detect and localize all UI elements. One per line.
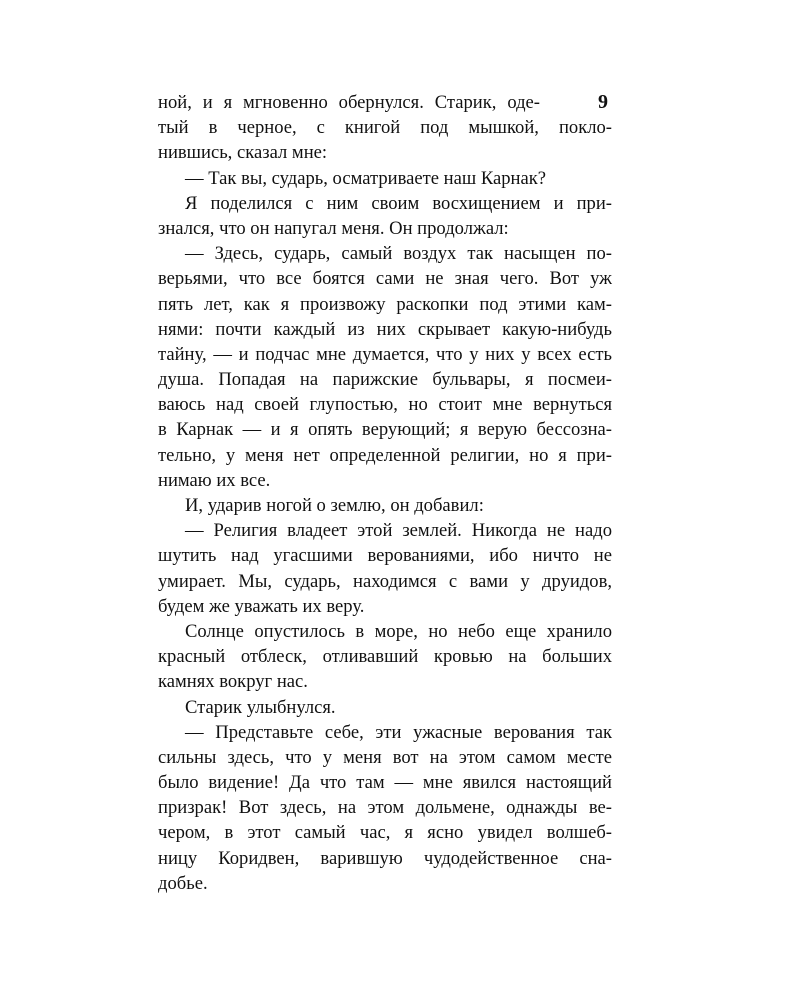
text-line: верьями, что все боятся сами не зная чего. Вот уж (158, 268, 612, 290)
text-line: умирает. Мы, сударь, находимся с вами у друидов, (158, 570, 612, 592)
text-line: сильны здесь, что у меня вот на этом самом месте (158, 746, 612, 768)
text-line: нившись, сказал мне: (158, 142, 328, 164)
text-line: ной, и я мгновенно обернулся. Старик, оде- (158, 92, 540, 113)
text-line: было видение! Да что там — мне явился настоящий (158, 772, 612, 794)
text-line: пять лет, как я произвожу раскопки под этими кам- (158, 293, 612, 315)
text-line: — Представьте себе, эти ужасные верования так (185, 721, 612, 743)
text-line: Я поделился с ним своим восхищением и при- (185, 192, 612, 214)
text-line: камнях вокруг нас. (158, 671, 308, 693)
body-text (158, 90, 612, 896)
page-number: 9 (598, 91, 608, 113)
text-line: — Религия владеет этой землей. Никогда не надо (185, 520, 612, 542)
text-line: душа. Попадая на парижские бульвары, я посмеи- (158, 369, 612, 391)
text-line: ницу Коридвен, варившую чудодейственное сна- (158, 847, 612, 869)
text-line: тайну, — и подчас мне думается, что у них у всех есть (158, 343, 612, 365)
text-line: И, ударив ногой о землю, он добавил: (185, 495, 484, 516)
text-line: знался, что он напугал меня. Он продолжал: (158, 217, 509, 239)
text-line: призрак! Вот здесь, на этом дольмене, однажды ве- (158, 797, 612, 819)
text-line: добье. (158, 872, 208, 894)
text-line: Солнце опустилось в море, но небо еще хранило (185, 620, 612, 642)
text-line: в Карнак — и я опять верующий; я верую бессозна- (158, 419, 612, 441)
text-line: красный отблеск, отливавший кровью на больших (158, 646, 612, 668)
text-line: нимаю их все. (158, 469, 271, 491)
text-line: нями: почти каждый из них скрывает какую-нибудь (158, 318, 612, 340)
text-line: шутить над угасшими верованиями, ибо ничто не (158, 545, 612, 567)
text-line: будем же уважать их веру. (158, 595, 365, 617)
text-line: ваюсь над своей глупостью, но стоит мне вернуться (158, 394, 612, 416)
text-line: Старик улыбнулся. (185, 696, 336, 718)
text-line: — Здесь, сударь, самый воздух так насыщен по- (185, 243, 612, 265)
text-line: тельно, у меня нет определенной религии, но я при- (158, 444, 612, 466)
text-line: тый в черное, с книгой под мышкой, покло- (158, 117, 612, 139)
text-line: чером, в этот самый час, я ясно увидел волшеб- (158, 822, 612, 844)
text-line: — Так вы, сударь, осматриваете наш Карнак? (185, 167, 547, 189)
